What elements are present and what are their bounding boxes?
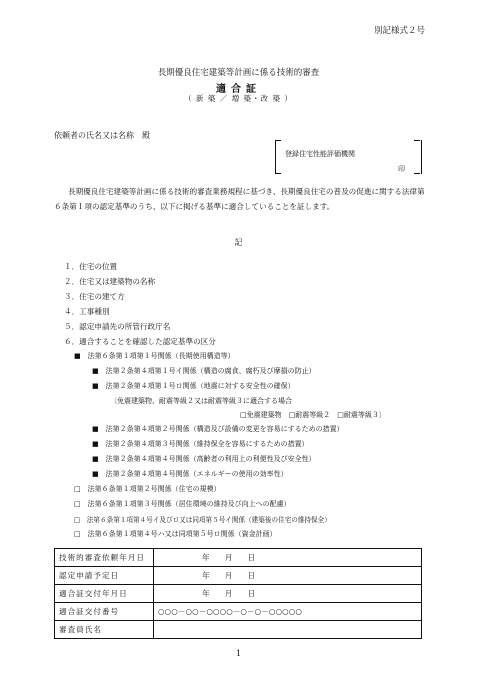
criterion-text: 法第６条第１項第４号ハ又は同項第５号ロ関係（資金計画） (87, 530, 277, 538)
row-label: 審査員氏名 (55, 621, 154, 639)
table-row (55, 567, 422, 585)
criterion-text: 法第２条第４項第３号関係（維持保全を容易にするための措置） (105, 440, 309, 448)
checkbox-mark: ■ (92, 470, 99, 478)
checkbox-mark: ■ (92, 382, 99, 390)
bracket-corner (275, 140, 281, 141)
checkbox-mark: □ (74, 485, 81, 493)
criterion-row (74, 351, 235, 361)
criterion-note-options: □免震建築物 □耐震等級２ □耐震等級３〕 (240, 411, 386, 419)
construction-kinds: （ 新 築 ／ 増 築・改 築 ） (184, 94, 293, 103)
item-building-type: ３．住宅の建て方 (64, 292, 125, 301)
criterion-row (74, 514, 331, 524)
criterion-row (92, 366, 316, 376)
ki-heading: 記 (234, 238, 243, 247)
item-name: ２．住宅又は建築物の名称 (64, 277, 156, 286)
criterion-row (92, 454, 316, 464)
criterion-text: 法第６条第１項第２号関係（住宅の規模） (87, 485, 221, 493)
page-number: 1 (235, 649, 242, 658)
criterion-row (92, 469, 288, 479)
checkbox-mark: ■ (74, 352, 81, 360)
document-heading: 適合証 (216, 84, 261, 95)
row-label: 適合証交付番号 (55, 603, 154, 621)
criterion-text: 法第２条第４項第２号関係（構造及び設備の変更を容易にするための措置） (105, 425, 344, 433)
criterion-note: 〔免震建築物、耐震等級２又は耐震等級３に適合する場合 (110, 397, 292, 405)
criterion-row (74, 529, 277, 539)
checkbox-mark: ■ (92, 425, 99, 433)
certificate-info-table (54, 548, 422, 639)
item-authority: ５．認定申請先の所管行政庁名 (64, 322, 171, 331)
row-value: 年 月 日 (154, 549, 422, 567)
criterion-text: 法第２条第４項第４号関係（高齢者の利用上の利便性及び安全性） (105, 455, 316, 463)
checkbox-mark: ■ (92, 440, 99, 448)
form-number: 別記様式２号 (373, 26, 425, 36)
criterion-text: 法第２条第４項第１号イ関係（構造の腐食、腐朽及び摩損の防止） (105, 367, 316, 375)
item-criteria: ６．適合することを確認した認定基準の区分 (64, 337, 216, 346)
criterion-row (92, 381, 295, 391)
row-value (154, 621, 422, 639)
criterion-row (92, 439, 309, 449)
criterion-text: 法第６条第１項第１号関係（長期使用構造等） (87, 352, 235, 360)
checkbox-mark: ■ (92, 367, 99, 375)
criterion-row (92, 424, 344, 434)
certification-text: 長期優良住宅建築等計画に係る技術的審査業務規程に基づき、長期優良住宅の普及の促進に関する法律第６条第１項の認定基準のうち、以下に掲げる基準に適合していることを証します。 (54, 187, 425, 211)
row-label: 技術的審査依頼年月日 (55, 549, 154, 567)
bracket-corner (414, 140, 420, 141)
criterion-text: 法第６条第１項第４号イ及びロ又は同項第５号イ関係（建築後の住宅の維持保全） (86, 516, 331, 524)
row-label: 適合証交付年月日 (55, 585, 154, 603)
item-work-type: ４．工事種別 (64, 307, 110, 316)
table-row (55, 621, 422, 639)
table-row (55, 585, 422, 603)
document-title: 長期優良住宅建築等計画に係る技術的審査 (157, 68, 320, 78)
row-value: 年 月 日 (154, 567, 422, 585)
bracket-corner (275, 173, 281, 174)
row-label: 認定申請予定日 (55, 567, 154, 585)
criterion-text: 法第２条第４項第４号関係（エネルギーの使用の効率性） (105, 470, 288, 478)
criterion-row (74, 499, 291, 509)
seal-mark: 印 (398, 165, 405, 173)
criterion-text: 法第６条第１項第３号関係（居住環境の維持及び向上への配慮） (87, 500, 291, 508)
checkbox-mark: ■ (92, 455, 99, 463)
checkbox-mark: □ (74, 530, 81, 538)
checkbox-mark: □ (74, 500, 81, 508)
criterion-text: 法第２条第４項第１号ロ関係（地震に対する安全性の確保） (105, 382, 295, 390)
agency-name: 登録住宅性能評価機関 (285, 150, 355, 158)
checkbox-mark: □ (74, 516, 81, 524)
bracket-corner (414, 173, 420, 174)
table-row (55, 549, 422, 567)
row-value: 年 月 日 (154, 585, 422, 603)
requester-label: 依頼者の氏名又は名称 殿 (54, 131, 150, 140)
row-value: ○○○－○○－○○○○－○－○－○○○○○ (154, 603, 422, 621)
table-row (55, 603, 422, 621)
item-location: １．住宅の位置 (64, 262, 118, 271)
criterion-row (74, 484, 221, 494)
